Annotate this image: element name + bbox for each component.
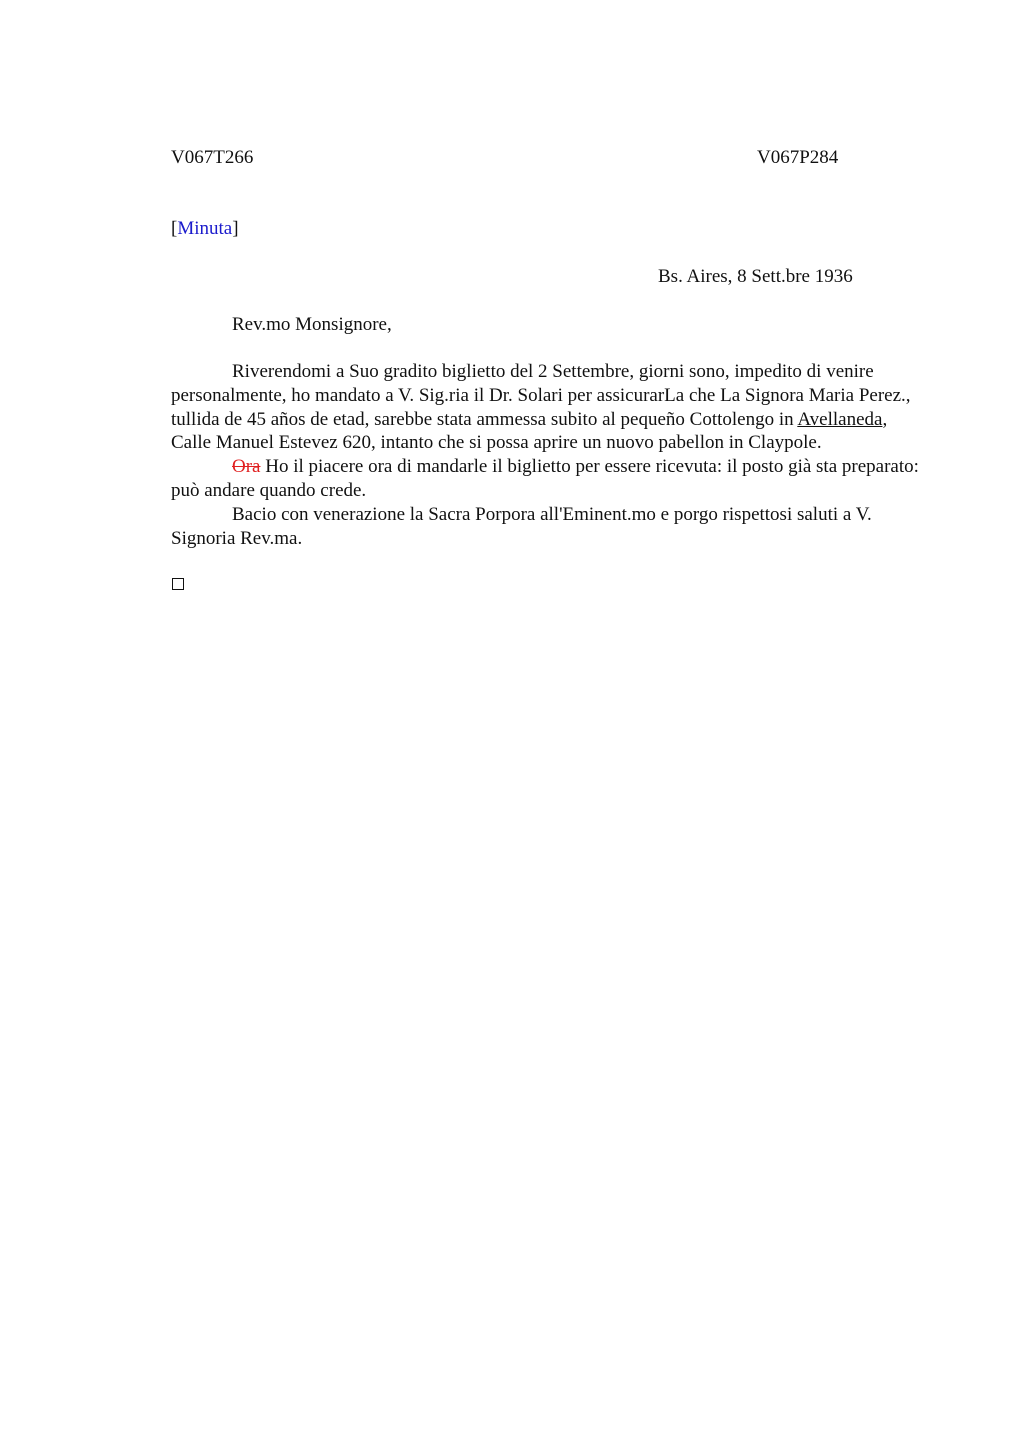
- minuta-annotation: [171, 217, 239, 241]
- paragraph-1: [171, 360, 926, 455]
- paragraph-1-text-end: , Calle Manuel Estevez 620, intanto che si possa aprire un nuovo pabellon in Claypole.: [171, 408, 888, 454]
- document-code-left: V067T266: [171, 147, 254, 168]
- bracket-open: [: [171, 218, 178, 239]
- underlined-place: Avellaneda: [797, 408, 883, 430]
- paragraph-1-text-start: Riverendomi a Suo gradito biglietto del 2 Settembre, giorni sono, impedito di venire personalmente, ho mandato a V. Sig.ria il Dr. Solari per assicurarLa che La Signora Maria Perez., tullida de 45 años de etad, sarebbe stata ammessa subito al pequeño Cottolengo in: [171, 361, 911, 430]
- letter-body: [171, 360, 926, 550]
- paragraph-2-text: Ho il piacere ora di mandarle il biglietto per essere ricevuta: il posto già sta preparato: può andare quando crede.: [171, 456, 919, 501]
- bracket-close: ]: [232, 218, 239, 239]
- document-code-right: V067P284: [757, 147, 839, 168]
- paragraph-2: [171, 455, 926, 503]
- checkbox-square-icon: [172, 578, 184, 590]
- minuta-label: Minuta: [177, 218, 233, 239]
- letter-greeting: Rev.mo Monsignore,: [232, 314, 392, 335]
- deleted-word: Ora: [232, 456, 261, 478]
- paragraph-3: Bacio con venerazione la Sacra Porpora all'Eminent.mo e porgo rispettosi saluti a V. Signoria Rev.ma.: [171, 503, 872, 549]
- letter-date: Bs. Aires, 8 Sett.bre 1936: [658, 266, 853, 287]
